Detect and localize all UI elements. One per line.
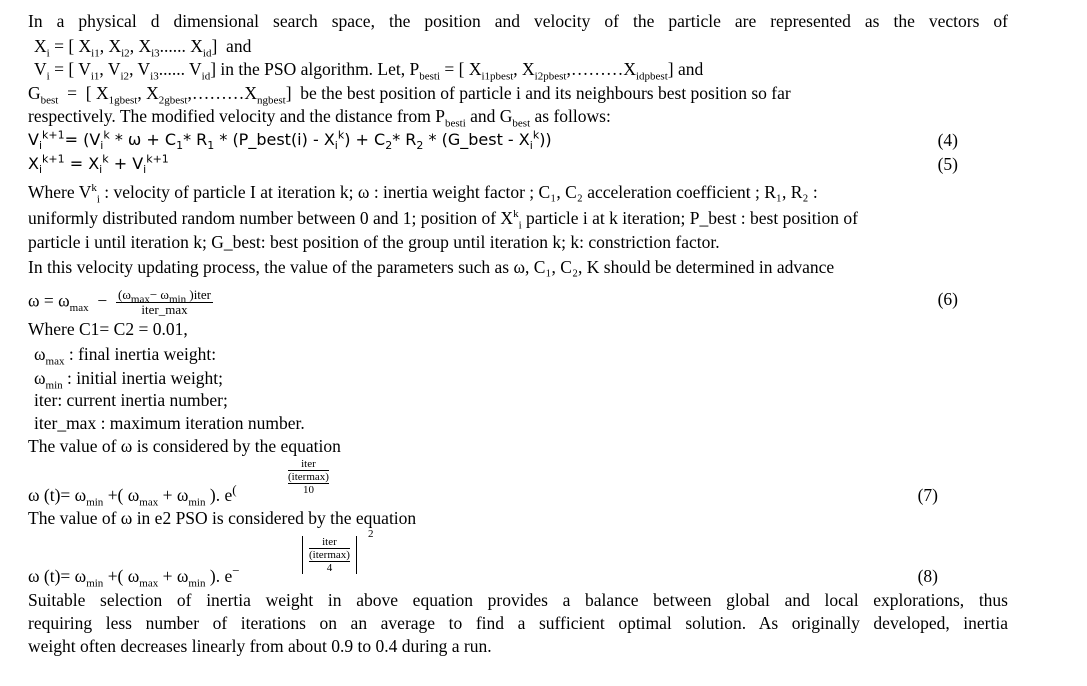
equation-number-4: (4): [937, 130, 958, 150]
equation-4: $V_i^{k+1}= (V_i^k * \omega + C_1*$ $R_1$ * (P_best(i) - $X_i^k) + C_2*$ $R_2$ * (G_best - $X_i^k$)) (4): [28, 128, 958, 153]
equation-number-5: (5): [937, 154, 958, 174]
constants-line: Where C1= C2 = 0.01,: [28, 319, 188, 339]
where-line-3: particle i until iteration k; G_best: best position of the group until iteration k; k: constriction factor.: [28, 232, 720, 252]
text-line-1: In a physical d dimensional search space, the position and velocity of the particle are represented as the vectors of: [28, 11, 1008, 31]
gbest-line: $G_{best}$ = [ $X_{1gbest}$, $X_{2gbest},\dots\dots\dots X_{ngbest}$] be the best position of particle i and its neighbours best position so far: [28, 83, 791, 107]
and-word: and: [226, 36, 252, 56]
e2-consider-line: The value of ω in e2 PSO is considered by the equation: [28, 508, 417, 528]
equation-number-6: (6): [937, 289, 958, 309]
iter-def: iter: current inertia number;: [34, 390, 228, 410]
where-line-1: Where $V^k_i$ : velocity of particle I at iteration k; ω : inertia weight factor ; C₁, C₂ acceleration coefficient ; R₁, R₂ :: [28, 182, 818, 206]
paragraph-line-3: weight often decreases linearly from about 0.9 to 0.4 during a run.: [28, 636, 492, 656]
where-line-2: uniformly distributed random number between 0 and 1; position of $X^k_i$ particle i at k iteration; P_best : best position of: [28, 208, 858, 232]
equation-7: ω $(t)= \omega_{min}$ +( $\omega_{max} + \omega_{min}$ ). e( (7): [28, 482, 938, 509]
itermax-def: iter_max : maximum iteration number.: [34, 413, 305, 433]
equation-8-square: 2: [368, 528, 374, 540]
equation-5: $X_i^{k+1} = X_i^k + V_i^{k+1}$ (5): [28, 152, 958, 177]
equation-7-exponent: iter (itermax) 10: [288, 458, 329, 496]
equation-8-exponent: iter (itermax) 4: [302, 536, 357, 574]
velocity-parameters-line: In this velocity updating process, the value of the parameters such as ω, C₁, C₂, K should be determined in advance: [28, 257, 835, 277]
omega-consider-line: The value of ω is considered by the equation: [28, 436, 341, 456]
equation-6: $\omega = \omega_{max}$ − $\frac{(\omega_{max}- \omega_{min} )iter}{\text{iter\_max}}$ (6): [28, 287, 958, 317]
omega-min-def: $\omega_{min}$ : initial inertia weight;: [34, 368, 224, 392]
velocity-vector-line: $V_i$ = [ $V_{i1}$, $V_{i2}$, $V_{i3}$...... $V_{id}$] in the PSO algorithm. Let, $P_{besti}$ = [ $X_{i1pbest}$, $X_{i2pbest},\dots\dots\dots X_{idpbest}$] and: [34, 59, 704, 83]
position-vector-line: $X_i$ = [ $X_{i1}$, $X_{i2}$, $X_{i3}$...... $X_{id}$] and: [34, 36, 252, 60]
equation-number-7: (7): [917, 485, 938, 505]
paragraph-line-2: requiring less number of iterations on an average to find a sufficient optimal solution. As originally developed, inertia: [28, 613, 1008, 633]
equation-8: ω $(t)= \omega_{min}$ +( $\omega_{max} + \omega_{min}$ ). e− (8): [28, 563, 938, 590]
paragraph-line-1: Suitable selection of inertia weight in above equation provides a balance between global and local explorations, thus: [28, 590, 1008, 610]
omega-max-def: $\omega_{max}$ : final inertia weight:: [34, 344, 217, 368]
equation-number-8: (8): [917, 566, 938, 586]
text-line-5: respectively. The modified velocity and the distance from $P_{besti}$ and $G_{best}$ as follows:: [28, 106, 611, 130]
